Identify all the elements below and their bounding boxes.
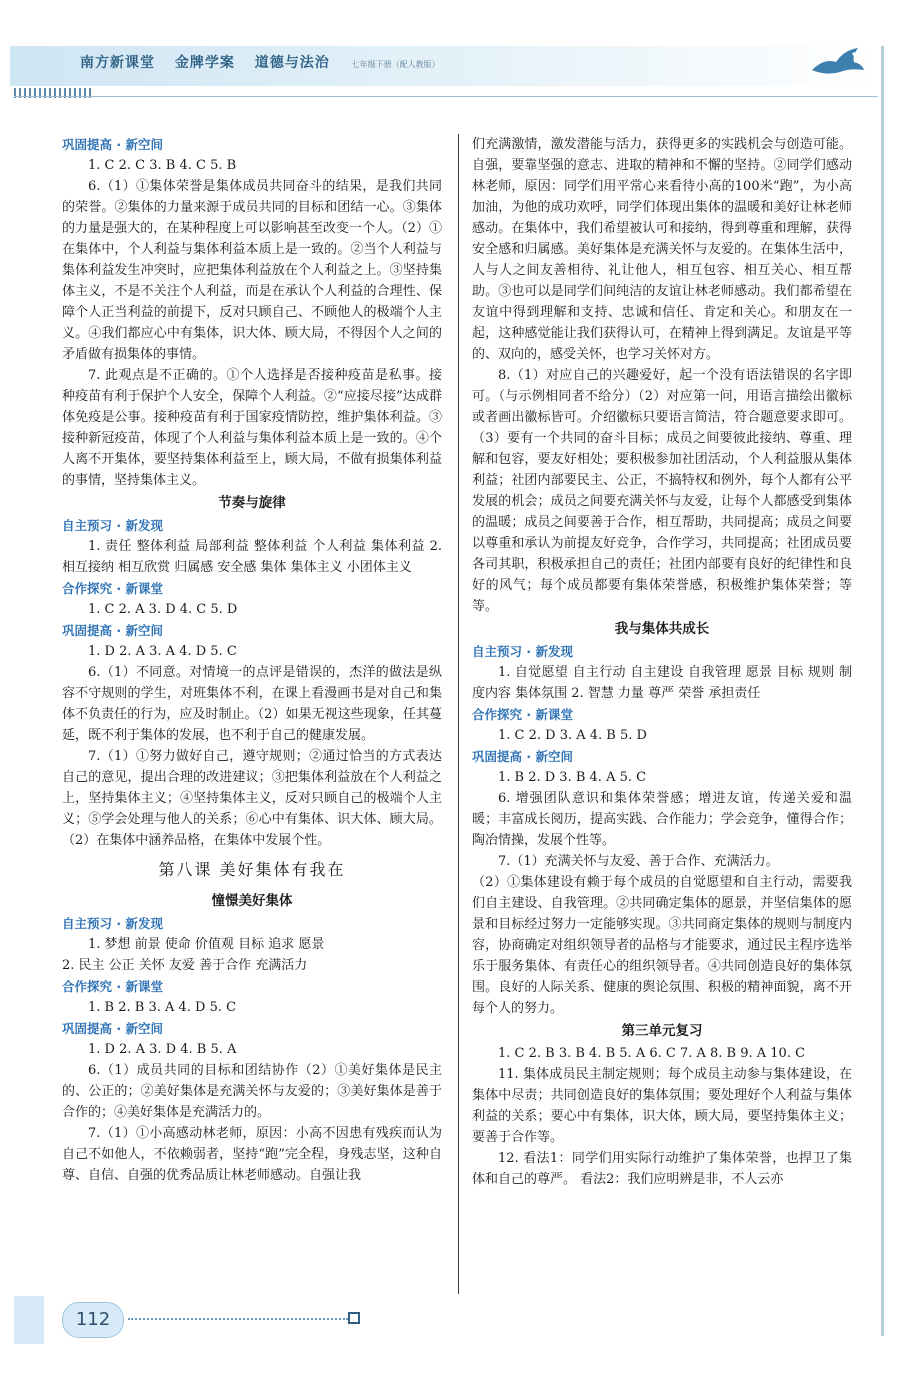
section-heading: 自主预习 · 新发现 [62, 916, 163, 931]
answer-paragraph: 1. C 2. C 3. B 4. C 5. B [88, 158, 237, 173]
header-series-2: 金牌学案 [174, 55, 235, 71]
section-heading: 巩固提高 · 新空间 [472, 749, 573, 764]
page-edge-bar [881, 46, 884, 1336]
answer-paragraph: 8.（1）对应自己的兴趣爱好，起一个没有语法错误的名字即可。（与示例相同者不给分）（2）对应第一问，用语言描绘出徽标或者画出徽标皆可。介绍徽标只要语言简洁，符合题意要求即可。（3）要有一个共同的奋斗目标；成员之间要彼此接纳、尊重、理解和包容，要友好相处；要积极参加社团活动，个人利益服从集体利益；社团内部要民主、公正，不搞特权和例外，每个人都有公平发展的机会；成员之间要充满关怀与友爱，让每个人都感受到集体的温暖；成员之间要善于合作，相互帮助，共同提高；成员之间要以尊重和承认为前提友好竞争，合作学习，共同提高；社团成员要各司其职，积极承担自己的责任；社团内部要有良好的纪律性和良好的风气；每个成员都要有集体荣誉感，积极维护集体荣誉；等等。 [472, 368, 852, 614]
header-series: 南方新课堂 [80, 55, 155, 71]
answer-paragraph: 6.（1）①集体荣誉是集体成员共同奋斗的结果，是我们共同的荣誉。②集体的力量来源于成员共同的目标和团结一心。③集体的力量是强大的，在某种程度上可以影响甚至改变一个人。（2）①在集体中，个人利益与集体利益本质上是一致的。②当个人利益与集体利益发生冲突时，应把集体利益放在个人利益之上。③坚持集体主义，不是不关注个人利益，而是在承认个人利益的合理性、保障个人正当利益的前提下，反对只顾自己、不顾他人的极端个人主义。④我们都应心中有集体，识大体、顾大局，不得因个人之间的矛盾做有损集体的事情。 [62, 179, 442, 362]
topic-title: 我与集体共成长 [614, 621, 710, 637]
answer-paragraph: 1. B 2. D 3. B 4. A 5. C [498, 770, 647, 785]
column-divider [458, 134, 459, 1294]
answer-paragraph: 7.（1）①努力做好自己，遵守规则；②通过恰当的方式表达自己的意见，提出合理的改进建议；③把集体利益放在个人利益之上，坚持集体主义；④坚持集体主义，反对只顾自己的极端个人主义；⑤学会处理与他人的关系；⑥心中有集体、识大体、顾大局。（2）在集体中涵养品格，在集体中发展个性。 [62, 749, 442, 848]
footer-band [14, 1296, 44, 1344]
running-header [10, 46, 880, 86]
page-number: 112 [62, 1302, 124, 1338]
answer-paragraph: （2）①集体建设有赖于每个成员的自觉愿望和自主行动，需要我们自主建设、自我管理。②共同确定集体的愿景，并坚信集体的愿景和目标经过努力一定能够实现。③共同商定集体的规则与制度内容，协商确定对组织领导者的品格与才能要求，通过民主程序选举乐于服务集体、有责任心的组织领导者。④共同创造良好的集体氛围。良好的人际关系、健康的舆论氛围、积极的精神面貌，离不开每个人的努力。 [472, 875, 852, 1016]
answer-paragraph: 1. B 2. B 3. A 4. D 5. C [88, 1000, 237, 1015]
answer-paragraph: 1. D 2. A 3. A 4. D 5. C [88, 644, 237, 659]
answer-paragraph: 12. 看法1：同学们用实际行动维护了集体荣誉，也捍卫了集体和自己的尊严。 看法2：我们应明辨是非，不人云亦 [472, 1151, 852, 1187]
answer-paragraph: 们充满激情，激发潜能与活力，获得更多的实践机会与创造可能。自强，要靠坚强的意志、进取的精神和不懈的坚持。②同学们感动林老师，原因：同学们用平常心来看待小高的100米“跑”，为小高加油，为他的成功欢呼，同学们体现出集体的温暖和美好让林老师感动。在集体中，我们希望被认可和接纳，得到尊重和理解，获得安全感和归属感。美好集体是充满关怀与友爱的。在集体生活中，人与人之间友善相待、礼让他人，相互包容、相互关心、相互帮助。③也可以是同学们间纯洁的友谊让林老师感动。我们都希望在友谊中得到理解和支持、忠诚和信任、肯定和关心。和朋友在一起，这种感觉能让我们获得认可，在精神上得到满足。友谊是平等的、双向的，感受关怀，也学习关怀对方。 [472, 137, 852, 362]
topic-title: 憧憬美好集体 [211, 893, 293, 909]
answer-paragraph: 2. 民主 公正 关怀 友爱 善于合作 充满活力 [62, 958, 308, 973]
lesson-title: 第八课 美好集体有我在 [158, 860, 346, 879]
header-subject: 道德与法治 [254, 55, 330, 71]
answer-paragraph: 6.（1）不同意。对情境一的点评是错误的，杰洋的做法是纵容不守规则的学生，对班集体不利，在课上看漫画书是对自己和集体不负责任的行为，应及时制止。（2）如果无视这些现象，任其蔓延，既不利于集体的发展，也不利于自己的健康发展。 [62, 665, 442, 743]
right-column [472, 134, 852, 1190]
topic-title: 第三单元复习 [621, 1023, 703, 1039]
answer-paragraph: 1. 自觉愿望 自主行动 自主建设 自我管理 愿景 目标 规则 制度内容 集体氛围 2. 智慧 力量 尊严 荣誉 承担责任 [472, 665, 852, 701]
answer-paragraph: 7.（1）①小高感动林老师，原因：小高不因患有残疾而认为自己不如他人，不依赖弱者，坚持“跑”完全程，身残志坚，这种自尊、自信、自强的优秀品质让林老师感动。自强让我 [62, 1126, 442, 1183]
section-heading: 自主预习 · 新发现 [472, 644, 573, 659]
answer-paragraph: 6. 增强团队意识和集体荣誉感；增进友谊，传递关爱和温暖；丰富成长阅历，提高实践、合作能力；学会竞争，懂得合作；陶冶情操，发展个性等。 [472, 791, 852, 848]
answer-paragraph: 1. C 2. D 3. A 4. B 5. D [498, 728, 647, 743]
answer-paragraph: 1. 责任 整体利益 局部利益 整体利益 个人利益 集体利益 2. 相互接纳 相互欣赏 归属感 安全感 集体 集体主义 小团体主义 [62, 539, 442, 575]
section-heading: 巩固提高 · 新空间 [62, 137, 163, 152]
answer-paragraph: 7.（1）充满关怀与友爱、善于合作、充满活力。 [498, 854, 779, 869]
answer-paragraph: 6.（1）成员共同的目标和团结协作（2）①美好集体是民主的、公正的；②美好集体是充满关怀与友爱的；③美好集体是善于合作的；④美好集体是充满活力的。 [62, 1063, 442, 1120]
header-title [80, 52, 454, 72]
left-column [62, 134, 442, 1186]
section-heading: 巩固提高 · 新空间 [62, 623, 163, 638]
section-heading: 自主预习 · 新发现 [62, 518, 163, 533]
topic-title: 节奏与旋律 [218, 495, 286, 511]
section-heading: 合作探究 · 新课堂 [472, 707, 573, 722]
header-rule [14, 96, 878, 97]
answer-paragraph: 7. 此观点是不正确的。①个人选择是否接种疫苗是私事。接种疫苗有利于保护个人安全，保障个人利益。②“应接尽接”达成群体免疫是公事。接种疫苗有利于国家疫情防控，维护集体利益。③接种新冠疫苗，体现了个人利益与集体利益本质上是一致的。④个人离不开集体，要坚持集体利益至上，顾大局，不做有损集体利益的事情，坚持集体主义。 [62, 368, 442, 488]
answer-paragraph: 1. D 2. A 3. D 4. B 5. A [88, 1042, 237, 1057]
answer-paragraph: 1. C 2. A 3. D 4. C 5. D [88, 602, 238, 617]
section-heading: 巩固提高 · 新空间 [62, 1021, 163, 1036]
bird-logo-icon [810, 44, 866, 80]
answer-paragraph: 1. C 2. B 3. B 4. B 5. A 6. C 7. A 8. B 9. A 10. C [498, 1046, 806, 1061]
section-heading: 合作探究 · 新课堂 [62, 581, 163, 596]
answer-paragraph: 11. 集体成员民主制定规则；每个成员主动参与集体建设，在集体中尽责；共同创造良好的集体氛围；要处理好个人利益与集体利益的关系；要心中有集体，识大体，顾大局，要坚持集体主义；要善于合作等。 [472, 1067, 852, 1145]
answer-paragraph: 1. 梦想 前景 使命 价值观 目标 追求 愿景 [88, 937, 325, 952]
header-grade: 七年级下册（配人教版） [351, 60, 440, 69]
section-heading: 合作探究 · 新课堂 [62, 979, 163, 994]
footer-square-icon [348, 1312, 360, 1324]
footer-dotted-line [128, 1318, 348, 1320]
